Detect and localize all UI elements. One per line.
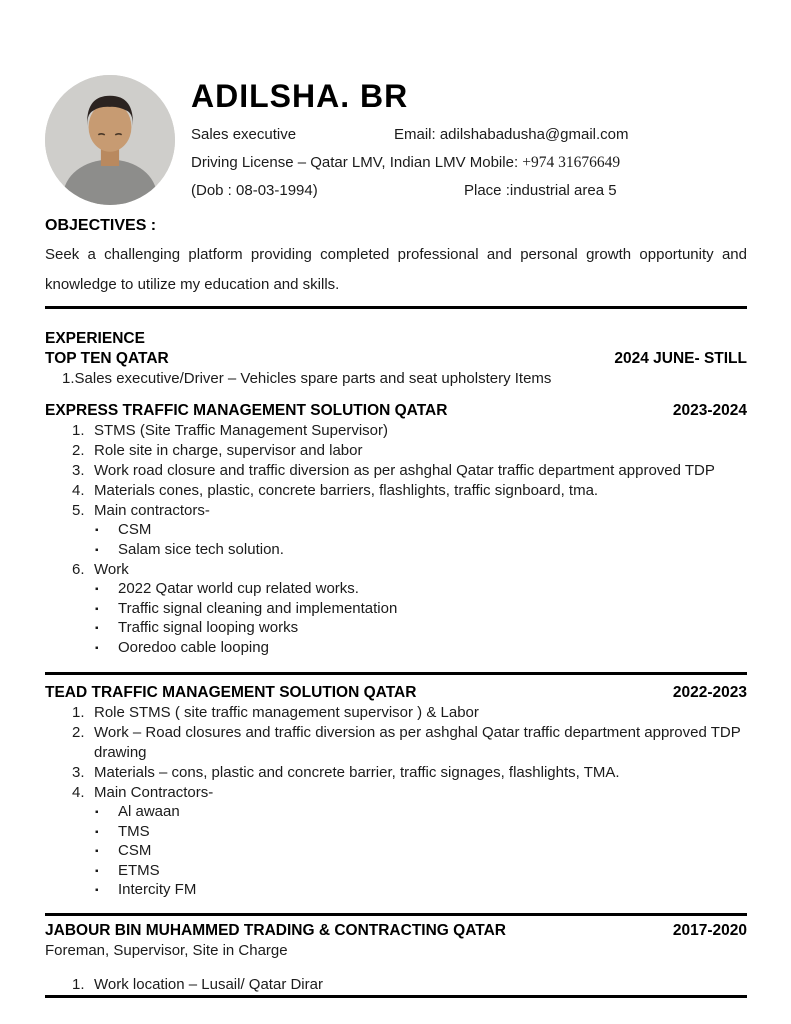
sub-list-item: ▪ TMS — [95, 823, 747, 843]
job-period: 2024 JUNE- STILL — [614, 350, 747, 367]
candidate-name: ADILSHA. BR — [191, 78, 409, 114]
header — [45, 75, 747, 205]
company-name: TOP TEN QATAR — [45, 350, 169, 367]
list-item: 4. Main Contractors- — [72, 784, 214, 801]
job-title: Sales executive — [191, 126, 297, 143]
list-item: 6. Work — [72, 561, 129, 578]
objectives-section — [45, 215, 747, 300]
objectives-text: Seek a challenging platform providing completed professional and personal growth opportunity and knowledge to utilize my education and skills. — [45, 246, 747, 293]
list-item: 2. Role site in charge, supervisor and labor — [72, 442, 363, 459]
sub-list-item: ▪ Ooredoo cable looping — [95, 639, 747, 659]
list-item: 2. Work – Road closures and traffic diversion as per ashghal Qatar traffic department approved TDP drawing — [72, 724, 741, 761]
job-top-ten-qatar — [45, 349, 747, 389]
divider — [45, 913, 747, 916]
list-item: 4. Materials cones, plastic, concrete barriers, flashlights, traffic signboard, tma. — [72, 482, 599, 499]
profile-photo — [45, 75, 175, 205]
sub-list-item: ▪ Salam sice tech solution. — [95, 541, 747, 561]
title-email-row — [191, 121, 747, 149]
sub-list-item: ▪ CSM — [95, 521, 747, 541]
divider — [45, 995, 747, 998]
license-mobile-row — [191, 149, 747, 177]
job-subtitle: Foreman, Supervisor, Site in Charge — [45, 941, 288, 959]
driving-license: Driving License – Qatar LMV, Indian LMV Mobile: — [191, 154, 519, 171]
job-period: 2017-2020 — [672, 921, 747, 939]
job-header — [45, 683, 747, 703]
list-item: 1. Role STMS ( site traffic management supervisor ) & Labor — [72, 704, 479, 721]
job-period: 2022-2023 — [672, 684, 747, 701]
header-text — [191, 75, 747, 205]
divider — [45, 672, 747, 675]
sub-list-item: ▪ CSM — [95, 842, 747, 862]
list-item: 3. Materials – cons, plastic and concrete barrier, traffic signages, flashlights, TMA. — [72, 764, 620, 781]
objectives-heading: OBJECTIVES : — [45, 217, 157, 234]
job-tead-traffic — [45, 683, 747, 901]
sub-list-item: ▪ Al awaan — [95, 803, 747, 823]
experience-heading: EXPERIENCE — [45, 330, 145, 347]
place: Place :industrial area 5 — [464, 182, 617, 199]
company-name: JABOUR BIN MUHAMMED TRADING & CONTRACTING QATAR — [45, 921, 506, 939]
list-item: 1. Work location – Lusail/ Qatar Dirar — [72, 975, 323, 993]
date-of-birth: (Dob : 08-03-1994) — [191, 182, 318, 199]
sub-list-item: ▪ ETMS — [95, 862, 747, 882]
job-jabour-bin-muhammed — [45, 921, 747, 995]
dob-place-row — [191, 177, 747, 205]
job-header — [45, 401, 747, 421]
list-item: 5. Main contractors- — [72, 502, 210, 519]
company-name: EXPRESS TRAFFIC MANAGEMENT SOLUTION QATAR — [45, 402, 448, 419]
mobile-number: +974 31676649 — [522, 154, 621, 171]
profile-photo-illustration — [45, 75, 175, 205]
email: Email: adilshabadusha@gmail.com — [394, 126, 629, 143]
divider — [45, 306, 747, 309]
job-period: 2023-2024 — [672, 402, 747, 419]
job-header — [45, 349, 747, 369]
job-header — [45, 921, 747, 941]
sub-list-item: ▪ 2022 Qatar world cup related works. — [95, 580, 747, 600]
sub-list-item: ▪ Intercity FM — [95, 881, 747, 901]
list-item: 3. Work road closure and traffic diversion as per ashghal Qatar traffic department approved TDP — [72, 462, 715, 479]
company-name: TEAD TRAFFIC MANAGEMENT SOLUTION QATAR — [45, 684, 417, 701]
list-item: 1. Sales executive/Driver – Vehicles spare parts and seat upholstery Items — [62, 370, 552, 387]
sub-list-item: ▪ Traffic signal cleaning and implementation — [95, 600, 747, 620]
sub-list-item: ▪ Traffic signal looping works — [95, 619, 747, 639]
list-item: 1. STMS (Site Traffic Management Supervisor) — [72, 422, 388, 439]
job-express-traffic — [45, 401, 747, 658]
